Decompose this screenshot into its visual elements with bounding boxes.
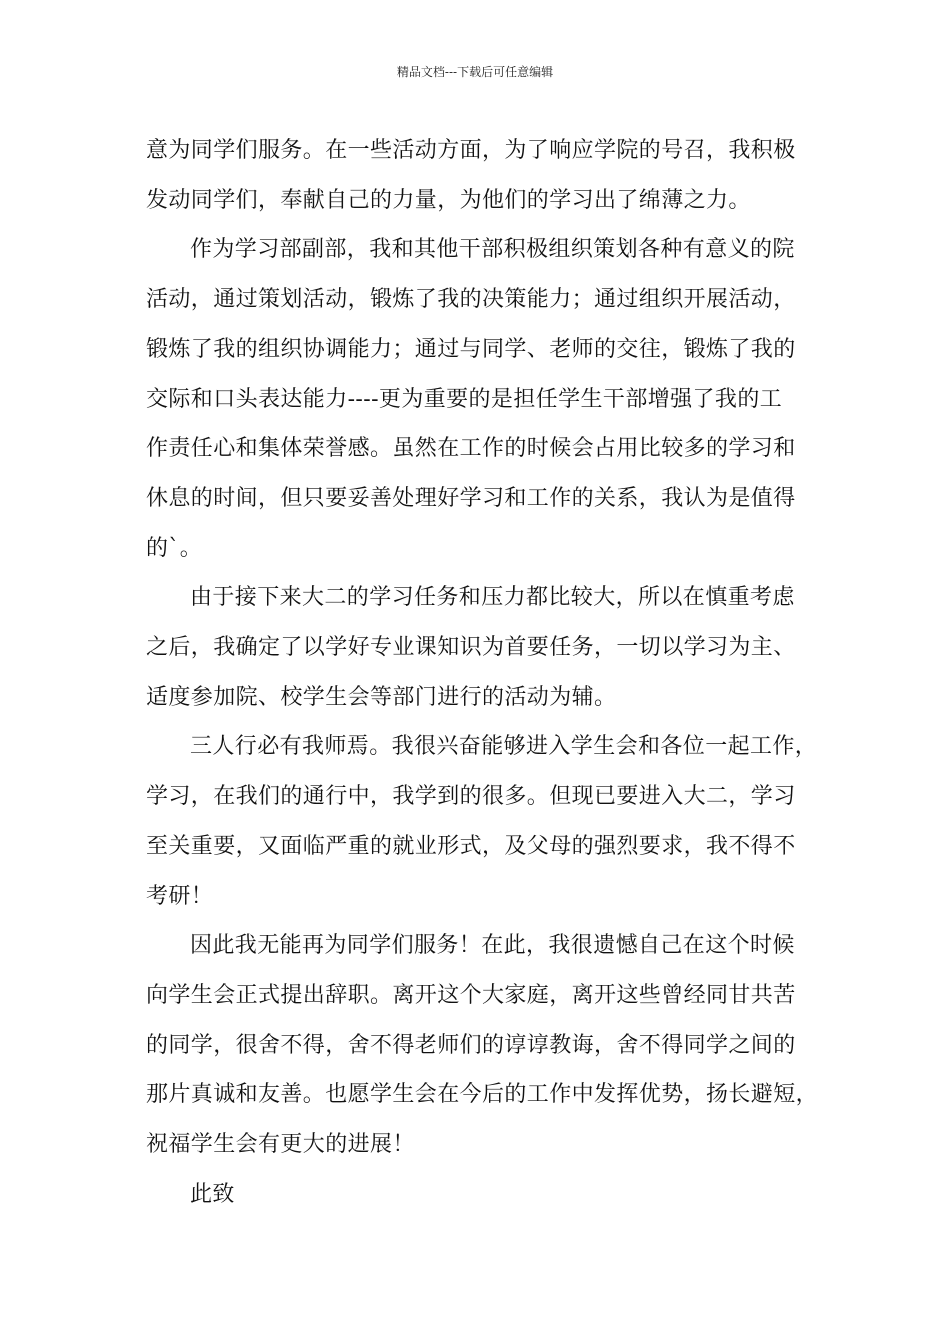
closing-salutation: 此致	[190, 1181, 235, 1207]
paragraph-4: 三人行必有我师焉。我很兴奋能够进入学生会和各位一起工作， 学习，在我们的通行中，我学到的很多。但现已要进入大二，学习 至关重要，又面临严重的就业形式，及父母的强烈要求，我不得不 考研！	[146, 734, 818, 909]
page-header: 精品文档---下载后可任意编辑	[396, 65, 554, 79]
paragraph-1: 意为同学们服务。在一些活动方面，为了响应学院的号召，我积极 发动同学们，奉献自己的力量，为他们的学习出了绵薄之力。	[146, 138, 796, 213]
paragraph-3: 由于接下来大二的学习任务和压力都比较大，所以在慎重考虑 之后，我确定了以学好专业课知识为首要任务，一切以学习为主、 适度参加院、校学生会等部门进行的活动为辅。	[146, 585, 796, 710]
paragraph-2: 作为学习部副部，我和其他干部积极组织策划各种有意义的院 活动，通过策划活动，锻炼了我的决策能力；通过组织开展活动， 锻炼了我的组织协调能力；通过与同学、老师的交往，锻炼了我的 交际和口头表达能力----更为重要的是担任学生干部增强了我的工 作责任心和集体荣誉感。虽然在工作的时候会占用比较多的学习和 休息的时间，但只要妥善处理好学习和工作的关系，我认为是值得 的`。	[146, 237, 796, 561]
paragraph-5: 因此我无能再为同学们服务！在此，我很遗憾自己在这个时候 向学生会正式提出辞职。离开这个大家庭，离开这些曾经同甘共苦 的同学，很舍不得，舍不得老师们的谆谆教诲，舍不得同学之间的 那片真诚和友善。也愿学生会在今后的工作中发挥优势，扬长避短， 祝福学生会有更大的进展！	[146, 933, 819, 1158]
document-body	[146, 126, 826, 1219]
